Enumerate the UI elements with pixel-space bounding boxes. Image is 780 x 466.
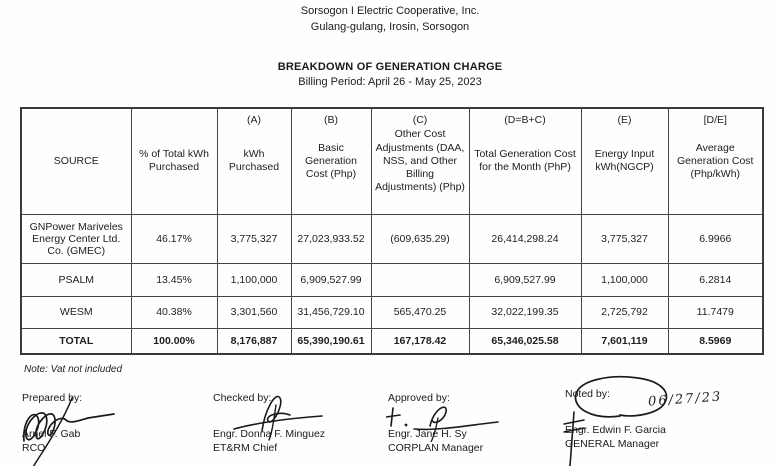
source-cell: PSALM <box>21 263 131 296</box>
total-cost-cell: 65,346,025.58 <box>469 328 581 354</box>
column-label: Basic Generation Cost (Php) <box>305 141 357 180</box>
adjustments-cell: 167,178.42 <box>371 328 469 354</box>
signatory-name: Engr. Donna F. Minguez <box>213 428 326 440</box>
adjustments-cell: 565,470.25 <box>371 296 469 328</box>
avg-cost-cell: 6.9966 <box>668 214 763 263</box>
column-header-energy-input <box>581 108 668 214</box>
signatory-role: CORPLAN Manager <box>388 442 484 454</box>
column-label: kWh Purchased <box>228 148 280 174</box>
column-code: (D=B+C) <box>504 114 546 126</box>
source-cell: GNPower Mariveles Energy Center Ltd. Co. (GMEC) <box>21 214 131 263</box>
signature-label: Noted by: <box>565 388 610 400</box>
signature-block-approved <box>388 392 573 454</box>
signature-label: Checked by: <box>213 392 272 404</box>
signature-label: Prepared by: <box>22 392 83 404</box>
column-header-source <box>21 108 131 214</box>
generation-charge-table <box>20 107 764 355</box>
energy-input-cell: 3,775,327 <box>581 214 668 263</box>
row-wesm <box>21 296 763 328</box>
signatory-name: Arnel F. Gab <box>22 428 81 440</box>
column-label: Total Generation Cost for the Month (PhP) <box>474 148 576 174</box>
pct-cell: 46.17% <box>131 214 217 263</box>
signature-block-checked <box>213 392 398 454</box>
energy-input-cell: 7,601,119 <box>581 328 668 354</box>
total-cost-cell: 26,414,298.24 <box>469 214 581 263</box>
signatory-name: Engr. Jane H. Sy <box>388 428 467 440</box>
document-title: BREAKDOWN OF GENERATION CHARGE <box>277 61 503 73</box>
signature-label: Approved by: <box>388 392 450 404</box>
row-gmec <box>21 214 763 263</box>
source-cell: WESM <box>21 296 131 328</box>
basic-cost-cell: 31,456,729.10 <box>291 296 371 328</box>
handwritten-date: 06/27/23 <box>647 389 723 410</box>
pct-cell: 40.38% <box>131 296 217 328</box>
basic-cost-cell: 27,023,933.52 <box>291 214 371 263</box>
column-header-pct <box>131 108 217 214</box>
kwh-cell: 1,100,000 <box>217 263 291 296</box>
column-header-avg-cost <box>668 108 763 214</box>
column-label: SOURCE <box>53 154 99 167</box>
column-code: (E) <box>617 114 632 126</box>
adjustments-cell: (609,635.29) <box>371 214 469 263</box>
row-total <box>21 328 763 354</box>
column-code: [D/E] <box>703 114 727 126</box>
pct-cell: 100.00% <box>131 328 217 354</box>
basic-cost-cell: 6,909,527.99 <box>291 263 371 296</box>
energy-input-cell: 2,725,792 <box>581 296 668 328</box>
basic-cost-cell: 65,390,190.61 <box>291 328 371 354</box>
column-code: (C) <box>412 114 428 126</box>
signatory-role: GENERAL Manager <box>565 438 660 450</box>
column-header-total-cost <box>469 108 581 214</box>
total-cost-cell: 6,909,527.99 <box>469 263 581 296</box>
column-header-kwh-purchased <box>217 108 291 214</box>
signatory-name: Engr. Edwin F. Garcia <box>565 424 666 436</box>
org-name: Sorsogon I Electric Cooperative, Inc. <box>300 5 480 17</box>
org-address: Gulang-gulang, Irosin, Sorsogon <box>310 21 470 33</box>
column-label: Energy Input kWh(NGCP) <box>594 148 655 174</box>
signatory-role: ET&RM Chief <box>213 442 278 454</box>
row-psalm <box>21 263 763 296</box>
energy-input-cell: 1,100,000 <box>581 263 668 296</box>
column-code: (B) <box>324 114 338 126</box>
source-cell: TOTAL <box>21 328 131 354</box>
signature-block-prepared <box>22 392 207 454</box>
kwh-cell: 3,775,327 <box>217 214 291 263</box>
column-code: (A) <box>247 114 261 126</box>
table-header-row <box>21 108 763 214</box>
avg-cost-cell: 8.5969 <box>668 328 763 354</box>
signatory-role: RCO <box>22 442 46 454</box>
avg-cost-cell: 6.2814 <box>668 263 763 296</box>
total-cost-cell: 32,022,199.35 <box>469 296 581 328</box>
vat-note: Note: Vat not included <box>24 364 123 375</box>
column-label: % of Total kWh Purchased <box>139 148 209 174</box>
pct-cell: 13.45% <box>131 263 217 296</box>
adjustments-cell <box>371 263 469 296</box>
kwh-cell: 3,301,560 <box>217 296 291 328</box>
avg-cost-cell: 11.7479 <box>668 296 763 328</box>
column-header-other-adjustments <box>371 108 469 214</box>
column-label: Average Generation Cost (Php/kWh) <box>677 141 754 180</box>
column-header-basic-cost <box>291 108 371 214</box>
kwh-cell: 8,176,887 <box>217 328 291 354</box>
column-label: Other Cost Adjustments (DAA, NSS, and Other Billing Adjustments) (Php) <box>375 128 465 193</box>
billing-period: Billing Period: April 26 - May 25, 2023 <box>298 76 482 88</box>
